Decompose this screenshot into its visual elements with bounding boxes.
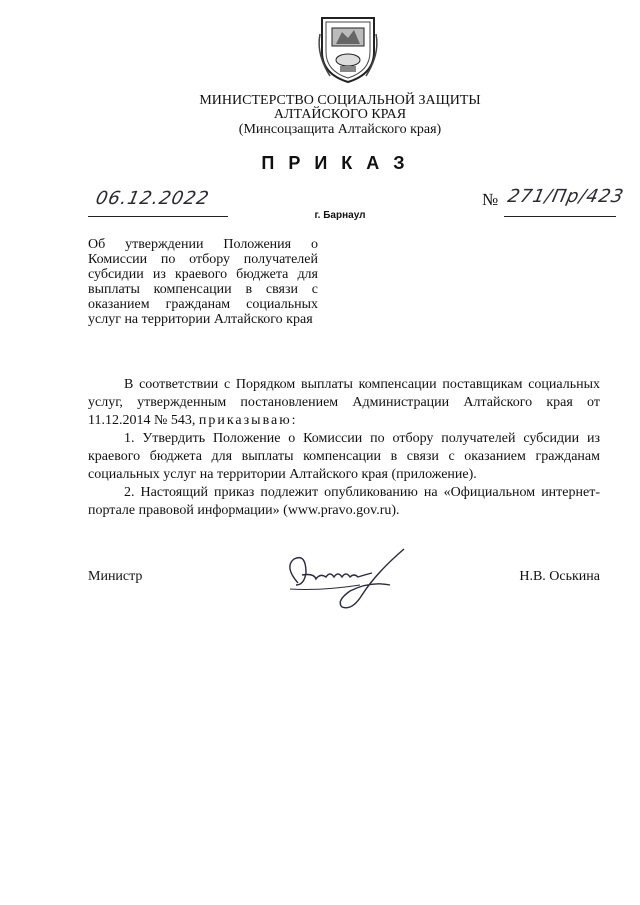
order-number: 271/Пр/423 [505, 186, 627, 207]
paragraph-item-1: 1. Утвердить Положение о Комиссии по отбору получателей субсидии из краевого бюджета для выплаты компенсации в связи с оказанием гражданам социальных услуг на территории Алтайского края (приложение). [88, 431, 600, 482]
order-date: 06.12.2022 [93, 188, 212, 209]
order-title: ПРИКАЗ [261, 153, 419, 173]
handwritten-signature [280, 545, 410, 615]
order-body [88, 376, 600, 520]
preamble-text: В соответствии с Порядком выплаты компенсации поставщикам социальных услуг, утвержденным постановлением Администрации Алтайского края от 11.12.2014 № 543, [88, 377, 600, 428]
order-number-label: № [482, 190, 499, 209]
coat-of-arms-icon [318, 14, 378, 84]
signatory-name: Н.В. Оськина [519, 569, 600, 584]
ministry-name-line2: АЛТАЙСКОГО КРАЯ [273, 107, 407, 122]
order-city: г. Барнаул [314, 210, 366, 221]
ministry-short-name: (Минсоцзащита Алтайского края) [238, 122, 442, 137]
order-subject: Об утверждении Положения о Комиссии по отбору получателей субсидии из краевого бюджета для выплаты компенсации в связи с оказанием гражданам социальных услуг на территории Алтайского края [88, 237, 318, 327]
preamble-directive: приказываю: [198, 413, 298, 428]
signatory-position: Министр [88, 569, 143, 584]
paragraph-item-2: 2. Настоящий приказ подлежит опубликованию на «Официальном интернет-портале правовой информации» (www.pravo.gov.ru). [88, 485, 600, 518]
paragraph-preamble [88, 376, 600, 430]
ministry-name-line1: МИНИСТЕРСТВО СОЦИАЛЬНОЙ ЗАЩИТЫ [199, 93, 481, 108]
